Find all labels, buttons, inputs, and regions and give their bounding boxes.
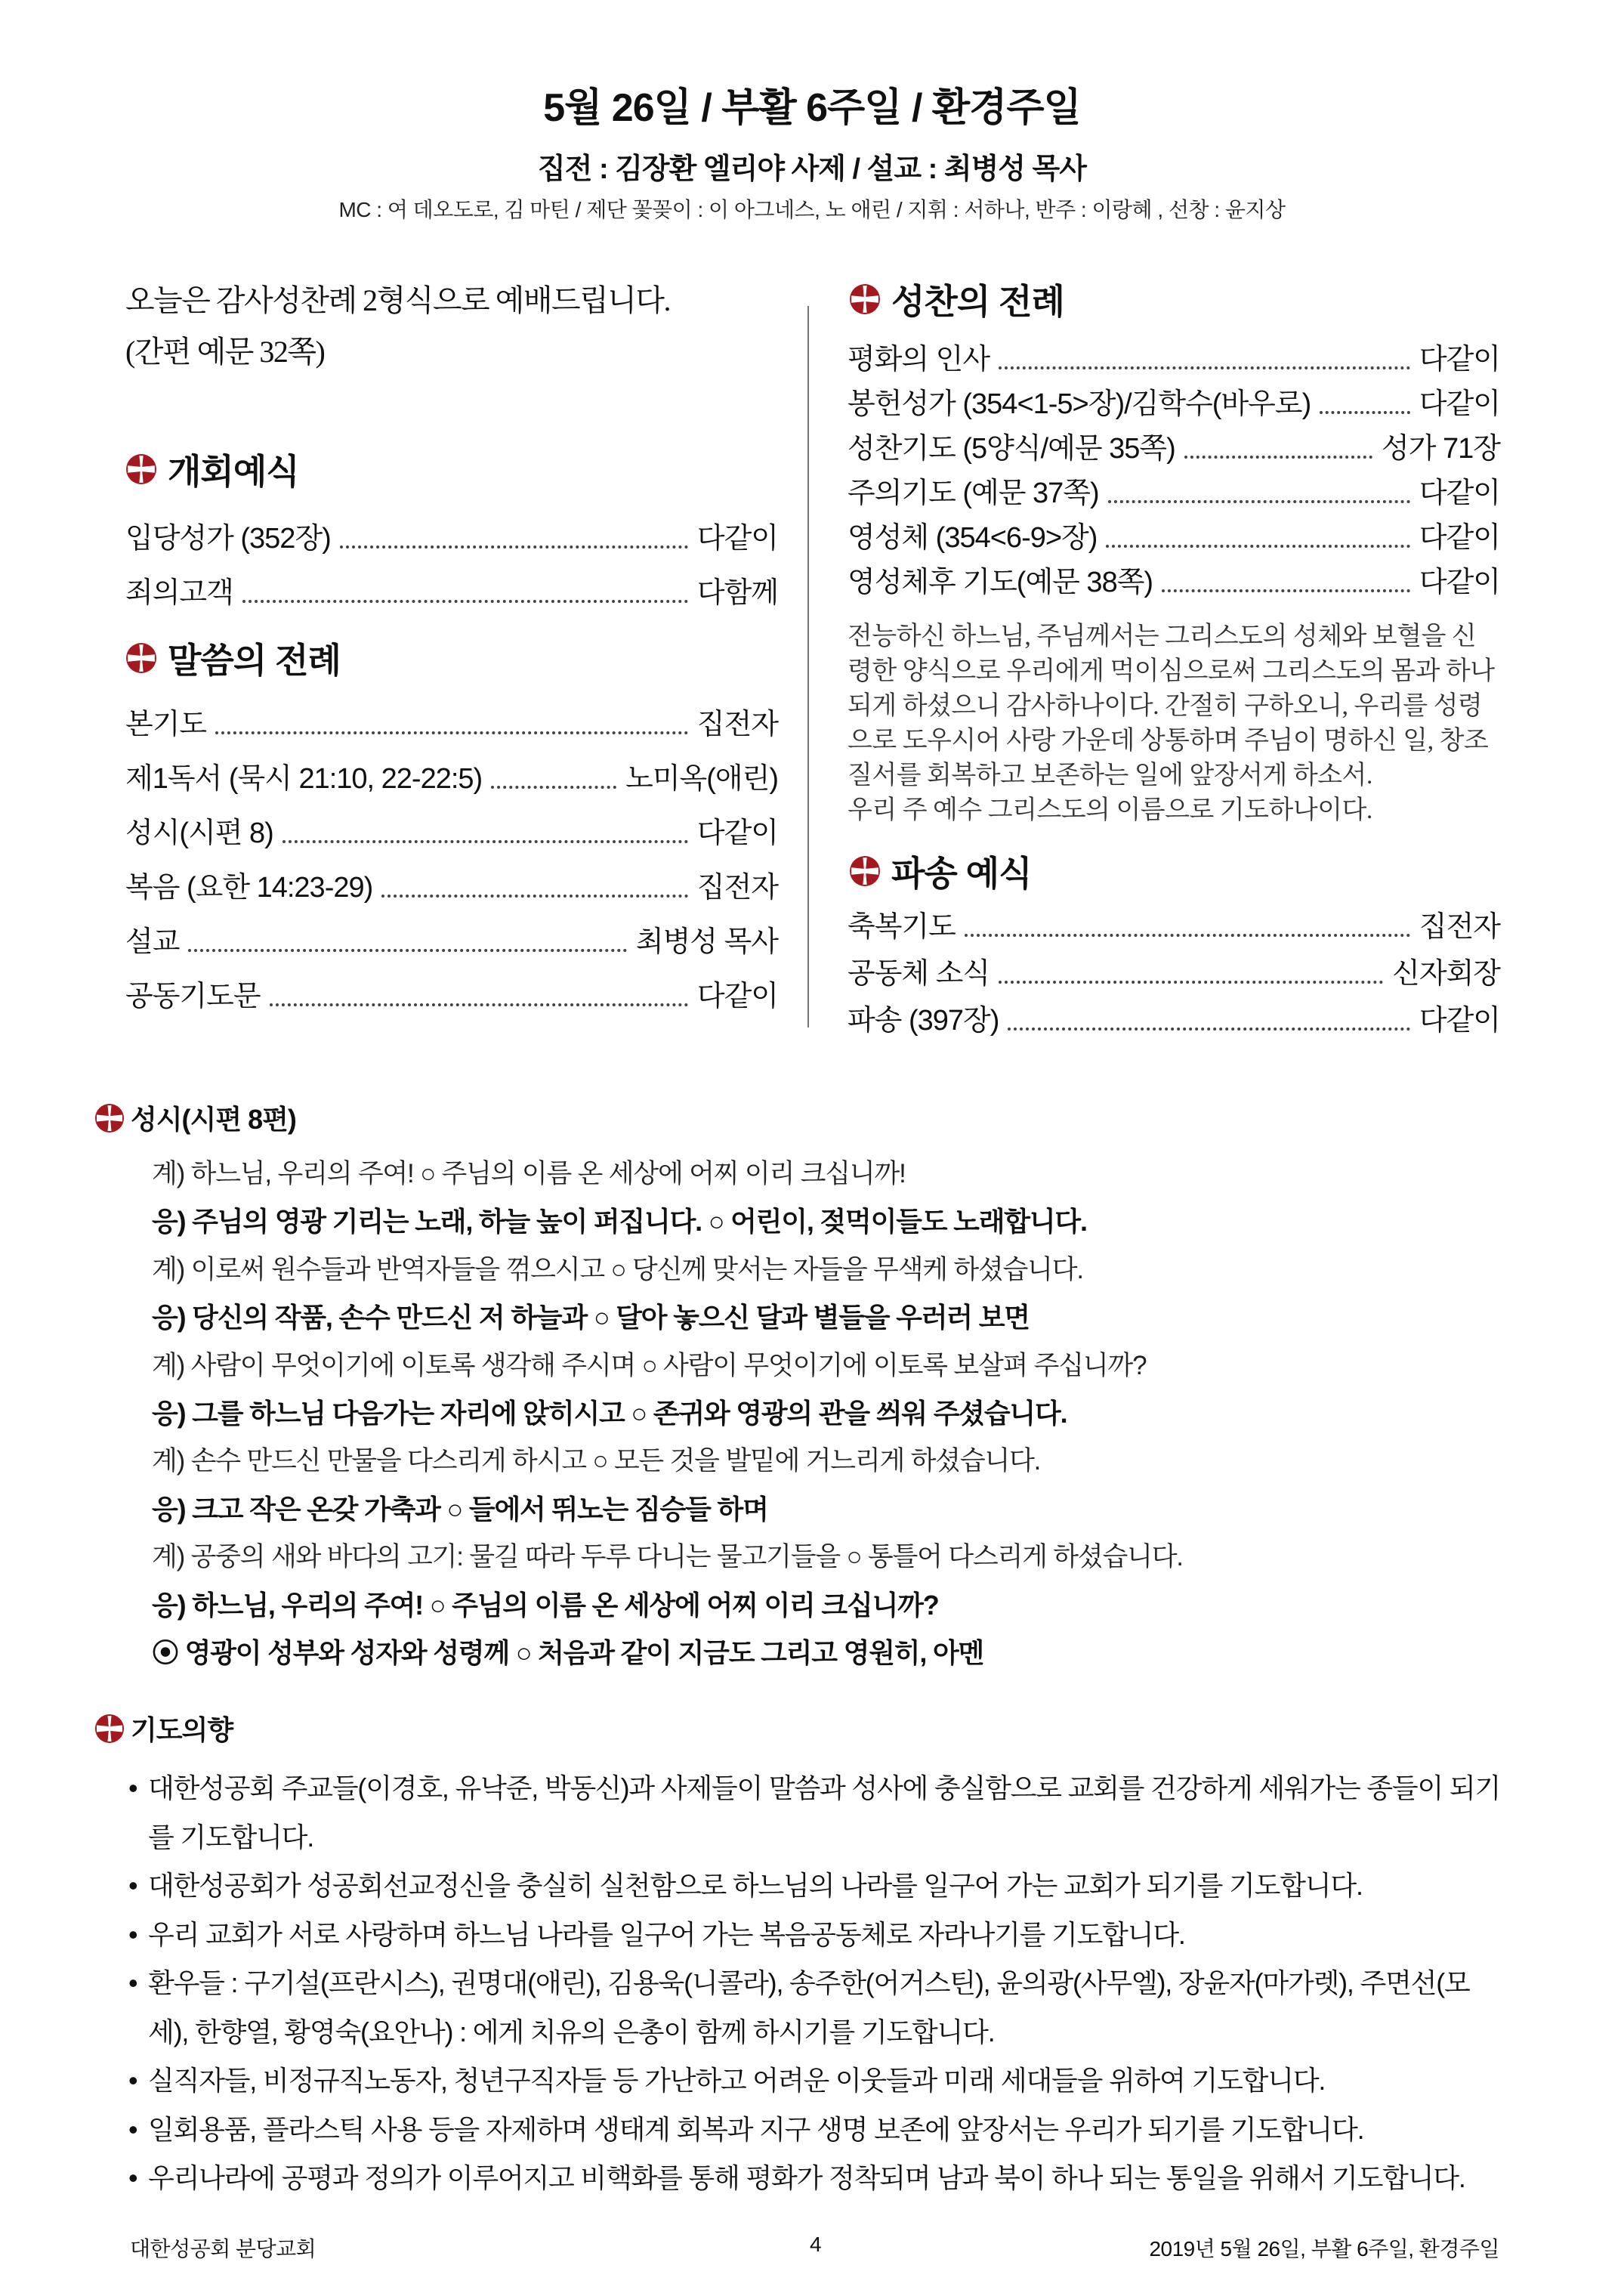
- service-credits: MC : 여 데오도로, 김 마틴 / 제단 꽃꽂이 : 이 아그네스, 노 애린 / 지휘 : 서하나, 반주 : 이랑혜 , 선창 : 윤지상: [338, 198, 1286, 221]
- psalm-response-line: 응) 당신의 작품, 손수 만드신 저 하늘과 ○ 달아 놓으신 달과 별들을 우러러 보면: [152, 1302, 1030, 1333]
- order-item: [125, 960, 778, 1014]
- order-item-participant: 다같이: [1419, 1005, 1500, 1037]
- intention-text: 대한성공회 주교들(이경호, 유낙준, 박동신)과 사제들이 말씀과 성사에 충실함으로 교회를 건강하게 세워가는 종들이 되기를 기도합니다.: [148, 1772, 1501, 1853]
- cross-roundel-icon: [849, 283, 881, 315]
- intro-note: (간편 예문 32쪽): [125, 335, 325, 369]
- bullet-icon: •: [128, 1772, 137, 1803]
- order-item: [125, 688, 778, 742]
- order-item-label: 성찬기도 (5양식/예문 35쪽): [848, 433, 1175, 465]
- order-item: [125, 502, 778, 556]
- order-item-participant: 다같이: [696, 981, 778, 1012]
- order-item: [848, 944, 1500, 991]
- order-item: [848, 332, 1500, 377]
- order-item: [125, 796, 778, 851]
- dot-leader: [965, 934, 1410, 937]
- intention-text: 일회용품, 플라스틱 사용 등을 자제하며 생태계 회복과 지구 생명 보존에 앞장서는 우리가 되기를 기도합니다.: [148, 2113, 1364, 2145]
- order-item-participant: 다같이: [696, 523, 778, 555]
- order-item-label: 복음 (요한 14:23-29): [125, 872, 373, 904]
- psalm-response-line: 응) 하느님, 우리의 주여! ○ 주님의 이름 온 세상에 어찌 이리 크십니까?: [152, 1589, 939, 1621]
- dot-leader: [381, 895, 688, 898]
- intention-item: [128, 2057, 1503, 2106]
- dot-leader: [1320, 411, 1410, 414]
- intentions-heading: [94, 1709, 233, 1748]
- order-item-label: 죄의고객: [125, 577, 233, 609]
- intention-text: 대한성공회가 성공회선교정신을 충실히 실천함으로 하느님의 나라를 일구어 가는 교회가 되기를 기도합니다.: [148, 1870, 1363, 1901]
- order-item-label: 영성체 (354<6-9>장): [848, 522, 1098, 554]
- intention-text: 우리 교회가 서로 사랑하며 하느님 나라를 일구어 가는 복음공동체로 자라나기를 기도합니다.: [148, 1918, 1185, 1950]
- order-item: [848, 991, 1500, 1038]
- order-item: [848, 377, 1500, 422]
- order-item: [125, 851, 778, 905]
- order-item-participant: 집전자: [696, 872, 778, 904]
- order-item-participant: 다같이: [696, 817, 778, 849]
- order-item: [848, 511, 1500, 555]
- section-title: 파송 예식: [891, 854, 1032, 893]
- dot-leader: [999, 981, 1383, 984]
- intro-text: 오늘은 감사성찬례 2형식으로 예배드립니다.: [125, 283, 671, 317]
- order-item-participant: 성가 71장: [1382, 433, 1500, 465]
- prayer-intentions-list: [128, 1764, 1503, 2203]
- psalm-title: 성시(시편 8편): [131, 1104, 296, 1135]
- order-item-participant: 다같이: [1419, 522, 1500, 554]
- dot-leader: [283, 840, 688, 843]
- cross-roundel-icon: [849, 855, 881, 887]
- order-item-label: 입당성가 (352장): [125, 523, 331, 555]
- dot-leader: [1106, 545, 1409, 548]
- bullet-icon: •: [128, 1918, 137, 1950]
- dot-leader: [999, 366, 1410, 369]
- page-title: 5월 26일 / 부활 6주일 / 환경주일: [543, 86, 1081, 130]
- intention-item: [128, 2106, 1503, 2155]
- prayer-line: 령한 양식으로 우리에게 먹이심으로써 그리스도의 몸과 하나: [848, 657, 1495, 685]
- order-item-label: 공동체 소식: [848, 958, 990, 990]
- bullet-icon: •: [128, 2065, 137, 2096]
- dot-leader: [188, 949, 626, 952]
- officiant-subtitle: 집전 : 김장환 엘리야 사제 / 설교 : 최병성 목사: [538, 153, 1086, 185]
- section-heading-word: [125, 633, 341, 683]
- intention-item: [128, 2154, 1503, 2203]
- psalm-response-line: ⦿ 영광이 성부와 성자와 성령께 ○ 처음과 같이 지금도 그리고 영원히, 아멘: [152, 1636, 984, 1668]
- psalm-response-line: 응) 크고 작은 온갖 가축과 ○ 들에서 뛰노는 짐승들 하며: [152, 1493, 768, 1525]
- order-item-label: 성시(시편 8): [125, 817, 273, 849]
- footer-page-number: 4: [810, 2233, 822, 2256]
- bullet-icon: •: [128, 2162, 137, 2193]
- order-item-label: 축복기도: [848, 911, 956, 943]
- bullet-icon: •: [128, 1870, 137, 1901]
- section-heading-eucharist: [849, 274, 1064, 324]
- cross-roundel-icon: [125, 453, 157, 485]
- psalm-leader-line: 계) 손수 만드신 만물을 다스리게 하시고 ○ 모든 것을 발밑에 거느리게 하셨습니다.: [152, 1446, 1041, 1476]
- intention-item: [128, 1862, 1503, 1911]
- cross-roundel-icon: [94, 1714, 125, 1744]
- cross-roundel-icon: [94, 1103, 125, 1133]
- order-item-label: 평화의 인사: [848, 344, 990, 375]
- order-item-label: 봉헌성가 (354<1-5>장)/김학수(바우로): [848, 388, 1311, 420]
- section-title: 개회예식: [168, 452, 299, 491]
- section-title: 성찬의 전례: [891, 282, 1064, 321]
- psalm-heading: [94, 1099, 296, 1137]
- order-item: [848, 466, 1500, 511]
- order-item-participant: 집전자: [1419, 911, 1500, 943]
- dot-leader: [270, 1003, 688, 1006]
- dot-leader: [242, 600, 688, 603]
- section-heading-dismissal: [849, 846, 1032, 896]
- psalm-leader-line: 계) 하느님, 우리의 주여! ○ 주님의 이름 온 세상에 어찌 이리 크십니까!: [152, 1159, 906, 1188]
- psalm-response-line: 응) 주님의 영광 기리는 노래, 하늘 높이 퍼집니다. ○ 어린이, 젖먹이들도 노래합니다.: [152, 1206, 1087, 1238]
- order-item-label: 영성체후 기도(예문 38쪽): [848, 567, 1153, 598]
- order-item-label: 공동기도문: [125, 981, 261, 1012]
- post-communion-prayer: [848, 620, 1500, 828]
- psalm-leader-line: 계) 공중의 새와 바다의 고기: 물길 따라 두루 다니는 물고기들을 ○ 통틀어 다스리게 하셨습니다.: [152, 1542, 1183, 1572]
- bullet-icon: •: [128, 2113, 137, 2145]
- intention-text: 환우들 : 구기설(프란시스), 권명대(애린), 김용욱(니콜라), 송주한(어거스틴), 윤의광(사무엘), 장윤자(마가렛), 주면선(모세), 한향열, 황영숙(요안나) : 에게 치유의 은총이 함께 하시기를 기도합니다.: [148, 1967, 1470, 2047]
- dot-leader: [1184, 456, 1372, 459]
- order-item-label: 설교: [125, 926, 180, 958]
- order-item-label: 본기도: [125, 709, 207, 740]
- prayer-line: 전능하신 하느님, 주님께서는 그리스도의 성체와 보혈을 신: [848, 623, 1477, 651]
- prayer-line: 되게 하셨으니 감사하나이다. 간절히 구하오니, 우리를 성령: [848, 692, 1483, 720]
- dot-leader: [1108, 500, 1410, 503]
- dot-leader: [1008, 1028, 1409, 1031]
- dot-leader: [340, 545, 688, 549]
- psalm-leader-line: 계) 이로써 원수들과 반역자들을 꺾으시고 ○ 당신께 맞서는 자들을 무색케 하셨습니다.: [152, 1254, 1083, 1284]
- order-item-participant: 집전자: [696, 709, 778, 740]
- prayer-line: 으로 도우시어 사랑 가운데 상통하며 주님이 명하신 일, 창조: [848, 727, 1489, 755]
- intention-text: 실직자들, 비정규직노동자, 청년구직자들 등 가난하고 어려운 이웃들과 미래 세대들을 위하여 기도합니다.: [148, 2065, 1326, 2096]
- order-item-participant: 다같이: [1419, 477, 1500, 509]
- order-list-eucharist: [848, 332, 1500, 600]
- order-item-label: 파송 (397장): [848, 1005, 999, 1037]
- psalm-leader-line: 계) 사람이 무엇이기에 이토록 생각해 주시며 ○ 사람이 무엇이기에 이토록 보살펴 주십니까?: [152, 1350, 1147, 1380]
- order-list-word: [125, 688, 778, 1014]
- section-heading-opening: [125, 444, 299, 494]
- dot-leader: [491, 786, 616, 789]
- order-list-opening: [125, 502, 778, 610]
- intention-text: 우리나라에 공평과 정의가 이루어지고 비핵화를 통해 평화가 정착되며 남과 북이 하나 되는 통일을 위해서 기도합니다.: [148, 2162, 1465, 2193]
- order-item-label: 제1독서 (묵시 21:10, 22-22:5): [125, 763, 483, 795]
- dot-leader: [1162, 589, 1410, 592]
- bullet-icon: •: [128, 1967, 137, 1998]
- order-item: [848, 422, 1500, 466]
- intention-item: [128, 1911, 1503, 1960]
- intention-item: [128, 1959, 1503, 2057]
- order-item: [125, 556, 778, 610]
- order-item-participant: 다함께: [696, 577, 778, 609]
- prayer-line: 질서를 회복하고 보존하는 일에 앞장서게 하소서.: [848, 762, 1372, 790]
- section-title: 말씀의 전례: [168, 641, 341, 680]
- footer-church: 대한성공회 분당교회: [130, 2237, 316, 2261]
- prayer-line: 우리 주 예수 그리스도의 이름으로 기도하나이다.: [848, 796, 1372, 824]
- order-item-participant: 다같이: [1419, 344, 1500, 375]
- footer-date: 2019년 5월 26일, 부활 6주일, 환경주일: [1149, 2237, 1499, 2261]
- psalm-response-line: 응) 그를 하느님 다음가는 자리에 앉히시고 ○ 존귀와 영광의 관을 씌워 주셨습니다.: [152, 1397, 1067, 1429]
- order-item-participant: 다같이: [1419, 388, 1500, 420]
- order-item-participant: 최병성 목사: [635, 926, 778, 958]
- order-item-label: 주의기도 (예문 37쪽): [848, 477, 1099, 509]
- psalm-responsive-reading: [152, 1150, 1549, 1676]
- dot-leader: [215, 731, 688, 734]
- cross-roundel-icon: [125, 642, 157, 674]
- order-item: [125, 742, 778, 796]
- order-item: [848, 555, 1500, 600]
- column-divider: [807, 306, 809, 1028]
- intentions-title: 기도의향: [131, 1714, 233, 1745]
- order-item-participant: 다같이: [1419, 567, 1500, 598]
- order-item-participant: 노미옥(애린): [625, 763, 778, 795]
- order-item-participant: 신자회장: [1392, 958, 1500, 990]
- order-list-dismissal: [848, 898, 1500, 1038]
- order-item: [848, 898, 1500, 944]
- order-item: [125, 905, 778, 960]
- intention-item: [128, 1764, 1503, 1862]
